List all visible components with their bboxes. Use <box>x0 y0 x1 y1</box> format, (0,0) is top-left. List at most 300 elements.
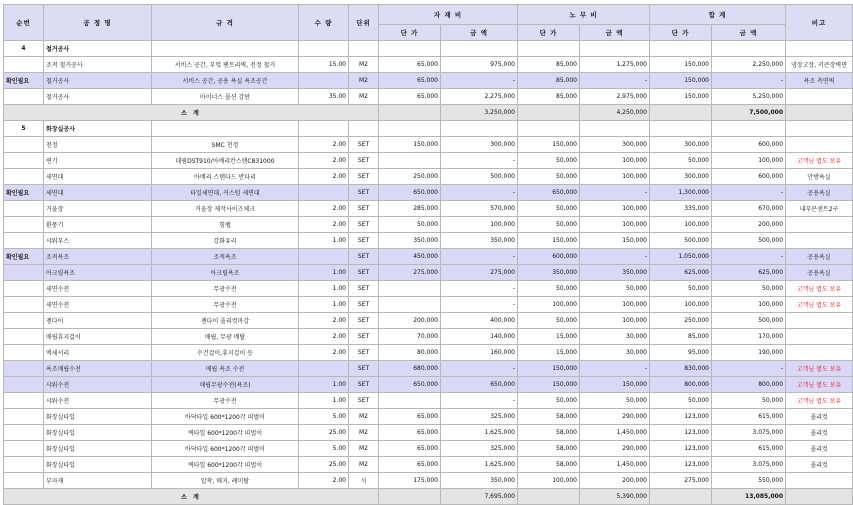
subtotal-labor-amount: 4,250,000 <box>580 105 650 121</box>
cell-spec: 벽타일 600*1200각 띠벌이 <box>152 457 299 473</box>
empty-cell <box>650 105 712 121</box>
cell-total-amount: 500,000 <box>712 233 786 249</box>
empty-cell <box>580 41 650 57</box>
cell-total-unit-price: 150,000 <box>650 73 712 89</box>
cell-total-amount: 600,000 <box>712 169 786 185</box>
subtotal-row <box>4 105 853 121</box>
cell-qty: 5.00 <box>299 441 349 457</box>
cell-labor-unit-price: 58,000 <box>518 457 580 473</box>
cell-labor-amount: - <box>580 73 650 89</box>
cell-total-amount: 3,075,000 <box>712 425 786 441</box>
cell-qty <box>299 249 349 265</box>
cell-spec: 아크릴욕조 <box>152 265 299 281</box>
cell-unit: SET <box>349 329 379 345</box>
cell-total-amount: - <box>712 73 786 89</box>
cell-section-name: 철거공사 <box>44 41 152 57</box>
cell-qty: 2.00 <box>299 473 349 489</box>
header-note: 비고 <box>786 5 853 41</box>
cell-unit: M2 <box>349 73 379 89</box>
cell-unit: SET <box>349 361 379 377</box>
cell-material-unit-price: 350,000 <box>379 233 441 249</box>
cell-total-unit-price: 300,000 <box>650 137 712 153</box>
table-row <box>4 457 853 473</box>
cell-labor-unit-price: 150,000 <box>518 233 580 249</box>
table-header <box>4 5 853 41</box>
cell-total-unit-price: 335,000 <box>650 201 712 217</box>
cell-total-amount: 100,000 <box>712 153 786 169</box>
header-unit: 단위 <box>349 5 379 41</box>
section-row <box>4 41 853 57</box>
cell-labor-amount: 300,000 <box>580 137 650 153</box>
cell-spec: 조적욕조 <box>152 249 299 265</box>
cell-unit: SET <box>349 185 379 201</box>
cell-unit: M2 <box>349 409 379 425</box>
cell-spec: 마이너스 몰션 강판 <box>152 89 299 105</box>
cell-labor-unit-price: 50,000 <box>518 201 580 217</box>
cell-labor-unit-price: 85,000 <box>518 89 580 105</box>
cell-qty: 2.00 <box>299 217 349 233</box>
cell-unit: SET <box>349 169 379 185</box>
cell-spec: 수건걸이,휴지걸이 등 <box>152 345 299 361</box>
cell-unit: M2 <box>349 57 379 73</box>
cell-spec: 벽타일 600*1200각 띠벌이 <box>152 425 299 441</box>
empty-cell <box>518 121 580 137</box>
cell-process: 아크릴욕조 <box>44 265 152 281</box>
cell-labor-unit-price: 50,000 <box>518 393 580 409</box>
cell-qty: 2.00 <box>299 329 349 345</box>
cell-total-amount: - <box>712 249 786 265</box>
cell-labor-amount: 100,000 <box>580 169 650 185</box>
cell-note: 냉장고장, 키큰장벽면 <box>786 57 853 73</box>
cell-labor-unit-price: 150,000 <box>518 361 580 377</box>
subtotal-material-amount: 7,695,000 <box>441 489 518 505</box>
cell-material-amount: - <box>441 73 518 89</box>
cell-note <box>786 473 853 489</box>
cell-tag <box>4 137 44 153</box>
empty-cell <box>712 41 786 57</box>
cell-process: 거울장 <box>44 201 152 217</box>
cell-labor-amount: 2,975,000 <box>580 89 650 105</box>
cell-unit: M2 <box>349 457 379 473</box>
cell-process: 액세서리 <box>44 345 152 361</box>
table-row <box>4 265 853 281</box>
table-row <box>4 217 853 233</box>
cell-spec: 서비스 공간, 공용 욕실 욕조공간 <box>152 73 299 89</box>
cell-labor-unit-price: 50,000 <box>518 313 580 329</box>
cell-total-unit-price: 250,000 <box>650 313 712 329</box>
cell-spec: 무광수전 <box>152 297 299 313</box>
cell-total-amount: 170,000 <box>712 329 786 345</box>
cell-qty: 5.00 <box>299 409 349 425</box>
cell-total-amount: 625,000 <box>712 265 786 281</box>
cell-qty <box>299 73 349 89</box>
cell-unit: SET <box>349 377 379 393</box>
cell-labor-unit-price: 85,000 <box>518 73 580 89</box>
cell-tag: 확인필요 <box>4 249 44 265</box>
table-row <box>4 249 853 265</box>
cell-unit: SET <box>349 201 379 217</box>
cell-section-no: 4 <box>4 41 44 57</box>
cell-process: 환풍기 <box>44 217 152 233</box>
cell-process: 샤워부스 <box>44 233 152 249</box>
cell-unit: SET <box>349 249 379 265</box>
table-row <box>4 345 853 361</box>
cell-process: 세면대 <box>44 169 152 185</box>
cell-labor-unit-price: 50,000 <box>518 281 580 297</box>
cell-unit: SET <box>349 393 379 409</box>
cell-note: 고객님 별도 보유 <box>786 281 853 297</box>
cell-total-unit-price: 95,000 <box>650 345 712 361</box>
cell-total-unit-price: 500,000 <box>650 233 712 249</box>
cell-process: 부자재 <box>44 473 152 489</box>
empty-cell <box>518 489 580 505</box>
header-no: 순번 <box>4 5 44 41</box>
cell-tag <box>4 409 44 425</box>
cell-tag <box>4 377 44 393</box>
table-row <box>4 57 853 73</box>
cell-total-unit-price: 625,000 <box>650 265 712 281</box>
cell-labor-amount: 290,000 <box>580 441 650 457</box>
table-row <box>4 393 853 409</box>
subtotal-material-amount: 3,250,000 <box>441 105 518 121</box>
cell-process: 세면수전 <box>44 281 152 297</box>
cell-material-amount: - <box>441 185 518 201</box>
cell-process: 세면수전 <box>44 297 152 313</box>
table-row <box>4 89 853 105</box>
cell-total-unit-price: 830,000 <box>650 361 712 377</box>
empty-cell <box>786 489 853 505</box>
cell-material-amount: 100,000 <box>441 217 518 233</box>
cell-total-amount: 2,250,000 <box>712 57 786 73</box>
cell-total-amount: 50,000 <box>712 393 786 409</box>
cell-note <box>786 345 853 361</box>
empty-cell <box>712 121 786 137</box>
cell-total-amount: 3,075,000 <box>712 457 786 473</box>
header-labor: 노 무 비 <box>518 5 650 25</box>
cell-tag <box>4 425 44 441</box>
cell-material-amount: 300,000 <box>441 137 518 153</box>
cell-labor-unit-price: 15,000 <box>518 329 580 345</box>
header-labor-amount: 금 액 <box>580 25 650 41</box>
cell-total-unit-price: 50,000 <box>650 281 712 297</box>
cell-total-unit-price: 123,000 <box>650 457 712 473</box>
cell-labor-amount: 1,275,000 <box>580 57 650 73</box>
cell-labor-amount: 100,000 <box>580 217 650 233</box>
cell-qty: 1.00 <box>299 233 349 249</box>
cell-material-amount: 275,000 <box>441 265 518 281</box>
cell-labor-amount: 1,450,000 <box>580 457 650 473</box>
cell-unit: M2 <box>349 89 379 105</box>
cell-total-unit-price: 800,000 <box>650 377 712 393</box>
cell-material-unit-price: 50,000 <box>379 217 441 233</box>
cell-tag <box>4 89 44 105</box>
empty-cell <box>379 121 441 137</box>
cell-tag: 확인필요 <box>4 185 44 201</box>
cell-process: 세면대 <box>44 185 152 201</box>
cell-note <box>786 89 853 105</box>
cell-qty <box>299 185 349 201</box>
cell-labor-amount: 1,450,000 <box>580 425 650 441</box>
cell-material-unit-price: 65,000 <box>379 73 441 89</box>
table-row <box>4 281 853 297</box>
empty-cell <box>299 41 349 57</box>
empty-cell <box>441 121 518 137</box>
cell-material-amount: 650,000 <box>441 377 518 393</box>
cell-material-unit-price: 65,000 <box>379 89 441 105</box>
header-total-unit-price: 단 가 <box>650 25 712 41</box>
cell-unit: M2 <box>349 425 379 441</box>
cell-tag <box>4 297 44 313</box>
cell-qty: 1.00 <box>299 265 349 281</box>
table-row <box>4 377 853 393</box>
cell-process: 철거공사 <box>44 89 152 105</box>
cell-labor-unit-price: 150,000 <box>518 377 580 393</box>
header-process: 공 정 명 <box>44 5 152 41</box>
cell-spec: 매립무광수전(욕조) <box>152 377 299 393</box>
table-row <box>4 441 853 457</box>
empty-cell <box>152 121 299 137</box>
cell-note: 욕조 측면벽 <box>786 73 853 89</box>
cell-labor-unit-price: 650,000 <box>518 185 580 201</box>
cell-note: 고객님 별도 보유 <box>786 393 853 409</box>
cell-section-no: 5 <box>4 121 44 137</box>
cell-material-unit-price: 450,000 <box>379 249 441 265</box>
cell-note <box>786 329 853 345</box>
cell-labor-amount: 150,000 <box>580 377 650 393</box>
header-material: 자 재 비 <box>379 5 518 25</box>
cell-process: 천정 <box>44 137 152 153</box>
cell-total-amount: 500,000 <box>712 313 786 329</box>
cell-material-unit-price: 175,000 <box>379 473 441 489</box>
cell-note <box>786 313 853 329</box>
cell-labor-unit-price: 15,000 <box>518 345 580 361</box>
cell-material-unit-price: 65,000 <box>379 457 441 473</box>
cell-note: 졸리컷 <box>786 457 853 473</box>
table-row <box>4 233 853 249</box>
empty-cell <box>299 121 349 137</box>
empty-cell <box>786 105 853 121</box>
cell-unit: SET <box>349 233 379 249</box>
cell-unit: SET <box>349 345 379 361</box>
cell-material-amount: 325,000 <box>441 409 518 425</box>
cell-unit: SET <box>349 153 379 169</box>
cell-qty: 15.00 <box>299 57 349 73</box>
cell-material-unit-price: 680,000 <box>379 361 441 377</box>
cell-material-amount: 500,000 <box>441 169 518 185</box>
cell-spec: 서비스 공간, 부엌 팬트리벽, 전정 철거 <box>152 57 299 73</box>
subtotal-total-amount: 7,500,000 <box>712 105 786 121</box>
cell-total-unit-price: 100,000 <box>650 297 712 313</box>
empty-cell <box>349 41 379 57</box>
table-row <box>4 169 853 185</box>
cell-unit: SET <box>349 281 379 297</box>
cell-total-unit-price: 1,300,000 <box>650 185 712 201</box>
cell-material-amount: 975,000 <box>441 57 518 73</box>
cell-material-amount: 325,000 <box>441 441 518 457</box>
cell-total-unit-price: 50,000 <box>650 393 712 409</box>
cell-labor-amount: 100,000 <box>580 313 650 329</box>
cell-tag <box>4 441 44 457</box>
cell-tag <box>4 473 44 489</box>
cell-material-unit-price: 70,000 <box>379 329 441 345</box>
cell-material-unit-price <box>379 297 441 313</box>
cell-labor-amount: 50,000 <box>580 393 650 409</box>
cell-total-amount: 615,000 <box>712 441 786 457</box>
header-material-unit-price: 단 가 <box>379 25 441 41</box>
subtotal-total-amount: 13,085,000 <box>712 489 786 505</box>
cell-process: 욕조매립수전 <box>44 361 152 377</box>
cell-material-unit-price: 65,000 <box>379 57 441 73</box>
cell-qty: 1.00 <box>299 281 349 297</box>
cell-labor-amount: 100,000 <box>580 297 650 313</box>
cell-total-unit-price: 275,000 <box>650 473 712 489</box>
cell-tag <box>4 361 44 377</box>
table-row <box>4 409 853 425</box>
cell-qty: 2.00 <box>299 137 349 153</box>
cell-tag <box>4 57 44 73</box>
cell-tag <box>4 169 44 185</box>
cell-labor-unit-price: 50,000 <box>518 153 580 169</box>
cell-process: 젠다이 <box>44 313 152 329</box>
cell-total-unit-price: 1,050,000 <box>650 249 712 265</box>
cell-unit: SET <box>349 265 379 281</box>
cell-labor-unit-price: 350,000 <box>518 265 580 281</box>
cell-labor-amount: 350,000 <box>580 265 650 281</box>
header-qty: 수 량 <box>299 5 349 41</box>
cell-total-amount: 800,000 <box>712 377 786 393</box>
cell-qty: 25.00 <box>299 457 349 473</box>
cell-labor-amount: 30,000 <box>580 345 650 361</box>
table-row <box>4 153 853 169</box>
cell-tag <box>4 201 44 217</box>
cell-unit: SET <box>349 217 379 233</box>
cell-total-unit-price: 123,000 <box>650 441 712 457</box>
cell-tag <box>4 233 44 249</box>
subtotal-labor-amount: 5,390,000 <box>580 489 650 505</box>
cell-total-amount: 190,000 <box>712 345 786 361</box>
cell-tag: 확인필요 <box>4 73 44 89</box>
cell-spec: 아메리 스탠다드 반다리 <box>152 169 299 185</box>
cell-qty: 2.00 <box>299 345 349 361</box>
cell-process: 샤워수전 <box>44 377 152 393</box>
cell-material-amount: 160,000 <box>441 345 518 361</box>
cell-process: 매립휴지걸이 <box>44 329 152 345</box>
cell-spec: 무광수전 <box>152 393 299 409</box>
cell-labor-unit-price: 58,000 <box>518 441 580 457</box>
cell-note: 고객님 별도 보유 <box>786 153 853 169</box>
cell-qty: 2.00 <box>299 201 349 217</box>
empty-cell <box>379 105 441 121</box>
empty-cell <box>650 489 712 505</box>
cell-process: 변기 <box>44 153 152 169</box>
cell-total-amount: 50,000 <box>712 281 786 297</box>
cell-labor-unit-price: 150,000 <box>518 137 580 153</box>
cell-material-unit-price: 65,000 <box>379 425 441 441</box>
table-row <box>4 473 853 489</box>
cell-material-amount: - <box>441 249 518 265</box>
cell-total-amount: - <box>712 361 786 377</box>
empty-cell <box>379 41 441 57</box>
table-body <box>4 41 853 505</box>
cell-material-amount: 350,000 <box>441 233 518 249</box>
cell-material-amount: - <box>441 281 518 297</box>
cell-tag <box>4 281 44 297</box>
cell-labor-unit-price: 58,000 <box>518 425 580 441</box>
cell-total-amount: 200,000 <box>712 217 786 233</box>
table-row <box>4 185 853 201</box>
cell-tag <box>4 457 44 473</box>
table-row <box>4 73 853 89</box>
cell-tag <box>4 329 44 345</box>
cell-material-amount: 400,000 <box>441 313 518 329</box>
cell-process: 샤워수전 <box>44 393 152 409</box>
cell-material-unit-price: 650,000 <box>379 185 441 201</box>
cell-material-amount: - <box>441 297 518 313</box>
cell-labor-amount: - <box>580 361 650 377</box>
cell-process: 화장실타일 <box>44 441 152 457</box>
cell-process: 철거공사 <box>44 73 152 89</box>
empty-cell <box>152 41 299 57</box>
cell-total-amount: 670,000 <box>712 201 786 217</box>
cell-material-unit-price: 250,000 <box>379 169 441 185</box>
cell-labor-amount: 290,000 <box>580 409 650 425</box>
cell-labor-unit-price: 600,000 <box>518 249 580 265</box>
cell-material-unit-price <box>379 153 441 169</box>
subtotal-label: 소 계 <box>4 105 379 121</box>
cell-total-amount: 100,000 <box>712 297 786 313</box>
cell-qty: 35.00 <box>299 89 349 105</box>
header-total-amount: 금 액 <box>712 25 786 41</box>
cell-labor-amount: 50,000 <box>580 281 650 297</box>
estimate-table <box>3 4 853 505</box>
cell-total-amount: 5,250,000 <box>712 89 786 105</box>
header-labor-unit-price: 단 가 <box>518 25 580 41</box>
empty-cell <box>379 489 441 505</box>
cell-spec: 힘펠 <box>152 217 299 233</box>
cell-spec: 대림DST910/아메리칸스탠C831000 <box>152 153 299 169</box>
cell-labor-unit-price: 50,000 <box>518 217 580 233</box>
cell-labor-unit-price: 100,000 <box>518 473 580 489</box>
cell-labor-unit-price: 50,000 <box>518 169 580 185</box>
cell-material-unit-price: 650,000 <box>379 377 441 393</box>
empty-cell <box>518 41 580 57</box>
cell-material-unit-price <box>379 281 441 297</box>
cell-material-amount: - <box>441 361 518 377</box>
cell-total-unit-price: 50,000 <box>650 153 712 169</box>
table-row <box>4 329 853 345</box>
cell-labor-unit-price: 85,000 <box>518 57 580 73</box>
cell-tag <box>4 153 44 169</box>
cell-labor-unit-price: 58,000 <box>518 409 580 425</box>
cell-tag <box>4 217 44 233</box>
cell-unit: SET <box>349 137 379 153</box>
cell-qty: 2.00 <box>299 313 349 329</box>
cell-unit: 식 <box>349 473 379 489</box>
cell-labor-unit-price: 100,000 <box>518 297 580 313</box>
cell-tag <box>4 393 44 409</box>
cell-unit: SET <box>349 313 379 329</box>
cell-tag <box>4 313 44 329</box>
cell-spec: 바닥타일 600*1200각 띠벌이 <box>152 441 299 457</box>
cell-total-unit-price: 123,000 <box>650 409 712 425</box>
cell-note: 내부콘센트2구 <box>786 201 853 217</box>
table-row <box>4 361 853 377</box>
cell-spec: 젠다이 졸리컷마감 <box>152 313 299 329</box>
cell-section-name: 화장실공사 <box>44 121 152 137</box>
table-row <box>4 201 853 217</box>
header-total: 합 계 <box>650 5 786 25</box>
cell-labor-amount: 100,000 <box>580 201 650 217</box>
